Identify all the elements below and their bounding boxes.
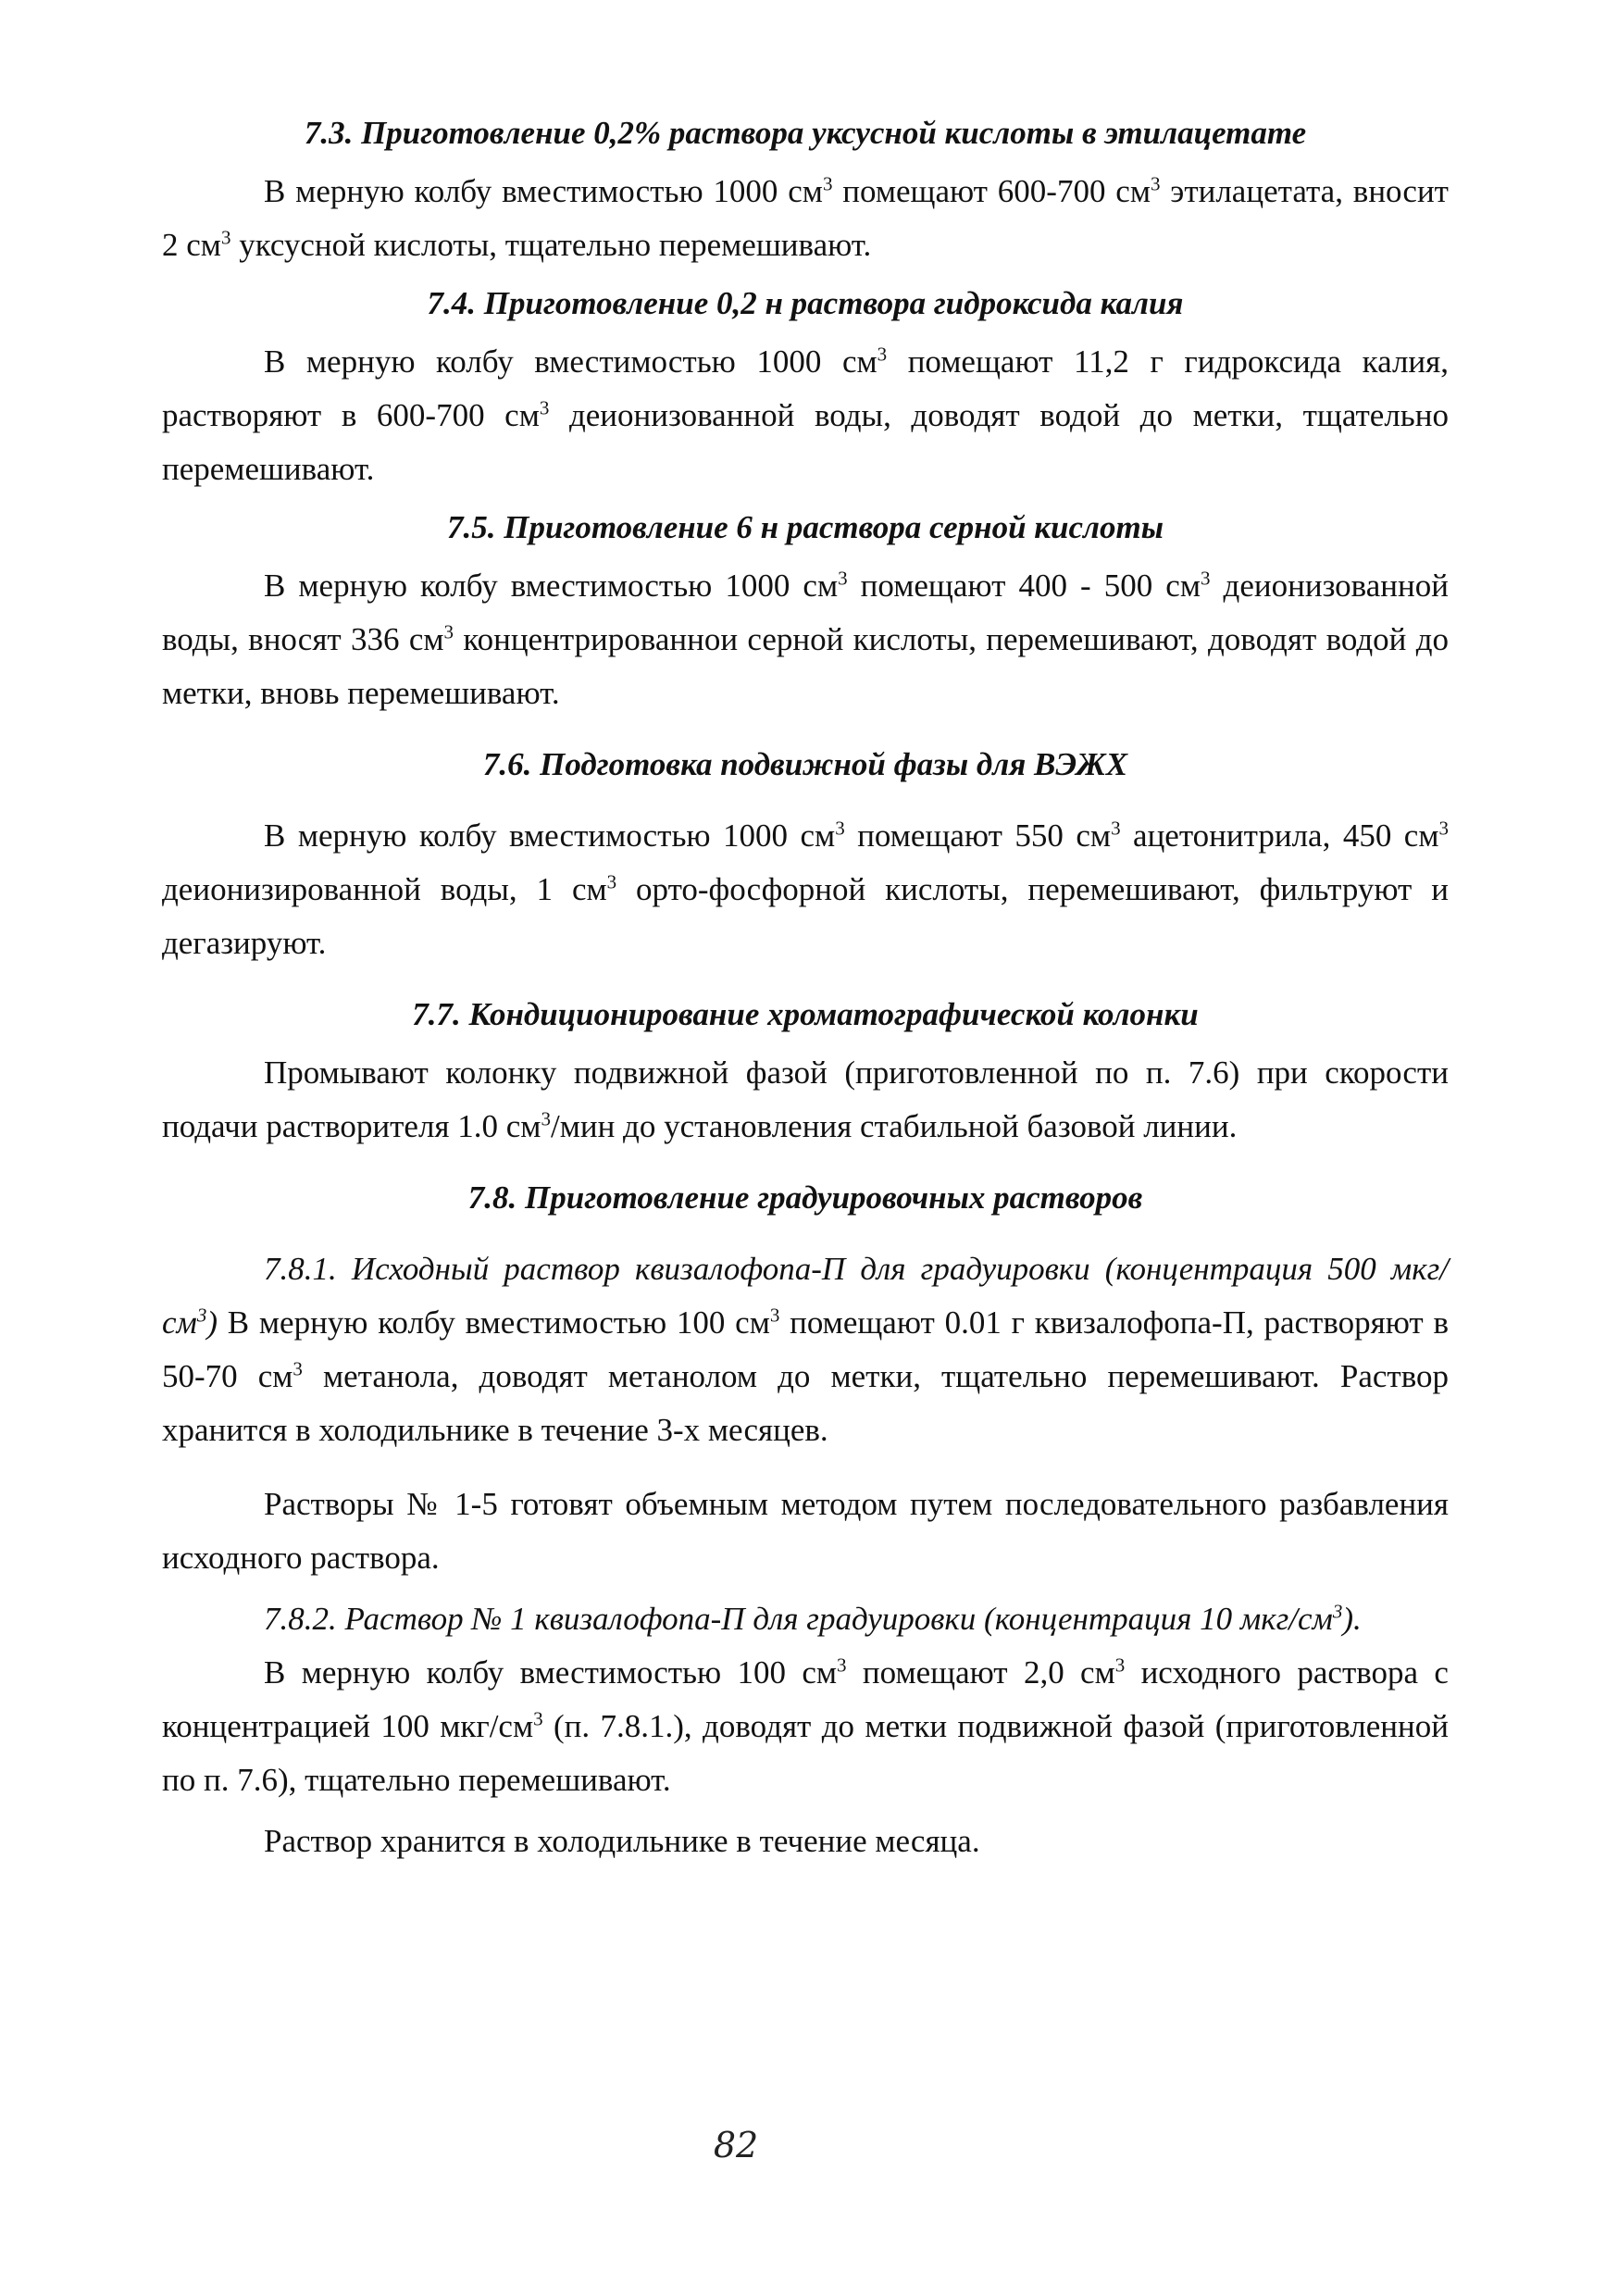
section-heading-7-5: 7.5. Приготовление 6 н раствора серной кислоты — [446, 509, 1164, 545]
section-text-7-8-1: 7.8.1. Исходный раствор квизалофопа-П для градуировки (концентрация 500 мкг/$см^3$) В мерную колбу вместимостью 100 $см^3$ помещают 0.01 г квизалофопа-П, растворяют в 50-70 $см^3$ метанола, доводят метанолом до метки, тщательно перемешивают. Раствор хранится в холодильнике в течение 3-х месяцев. — [162, 1251, 1449, 1448]
section-heading-7-3: 7.3. Приготовление 0,2% раствора уксусной кислоты в этилацетате — [304, 115, 1307, 151]
section-heading-7-4: 7.4. Приготовление 0,2 н раствора гидроксида калия — [427, 285, 1184, 321]
subsection-title-7-8-1: 7.8.1. Исходный раствор квизалофопа-П для градуировки (концентрация 500 мкг/$см^3$) — [162, 1251, 1449, 1341]
section-text-7-6: В мерную колбу вместимостью 1000 $см^3$ помещают 550 $см^3$ ацетонитрила, 450 $см^3$ деионизированной воды, 1 $см^3$ орто-фосфорной кислоты, перемешивают, фильтруют и дегазируют. — [162, 817, 1449, 961]
section-text-7-5: В мерную колбу вместимостью 1000 $см^3$ помещают 400 - 500 $см^3$ деионизованной воды, вносят 336 $см^3$ концентрированнои серной кислоты, перемешивают, доводят водой до метки, вновь перемешивают. — [162, 567, 1450, 711]
storage-note: Раствор хранится в холодильнике в течение месяца. — [264, 1823, 980, 1859]
section-text-7-3: В мерную колбу вместимостью 1000 $см^3$ помещают 600-700 $см^3$ этилацетата, вносит 2 $см^3$ уксусной кислоты, тщательно перемешивают. — [162, 172, 1449, 263]
page-content — [162, 109, 1449, 1868]
page-number: 82 — [713, 2125, 759, 2165]
section-heading-7-8: 7.8. Приготовление градуировочных растворов — [467, 1179, 1143, 1216]
section-heading-7-7: 7.7. Кондиционирование хроматографической колонки — [412, 996, 1199, 1032]
solutions-note: Растворы № 1-5 готовят объемным методом путем последовательного разбавления исходного раствора. — [162, 1486, 1449, 1576]
section-text-7-7: Промывают колонку подвижной фазой (приготовленной по п. 7.6) при скорости подачи растворителя 1.0 $см^3$/мин до установления стабильной базовой линии. — [162, 1054, 1449, 1144]
section-heading-7-6: 7.6. Подготовка подвижной фазы для ВЭЖХ — [482, 746, 1128, 782]
section-text-7-4: В мерную колбу вместимостью 1000 $см^3$ помещают 11,2 г гидроксида калия, растворяют в 600-700 $см^3$ деионизованной воды, доводят водой до метки, тщательно перемешивают. — [162, 343, 1449, 487]
subsection-title-7-8-2: 7.8.2. Раствор № 1 квизалофопа-П для градуировки (концентрация 10 мкг/$см^3$). — [264, 1600, 1362, 1637]
section-text-7-8-2: В мерную колбу вместимостью 100 $см^3$ помещают 2,0 $см^3$ исходного раствора с концентрацией 100 мкг/$см^3$ (п. 7.8.1.), доводят до метки подвижной фазой (приготовленной по п. 7.6), тщательно перемешивают. — [162, 1653, 1449, 1798]
